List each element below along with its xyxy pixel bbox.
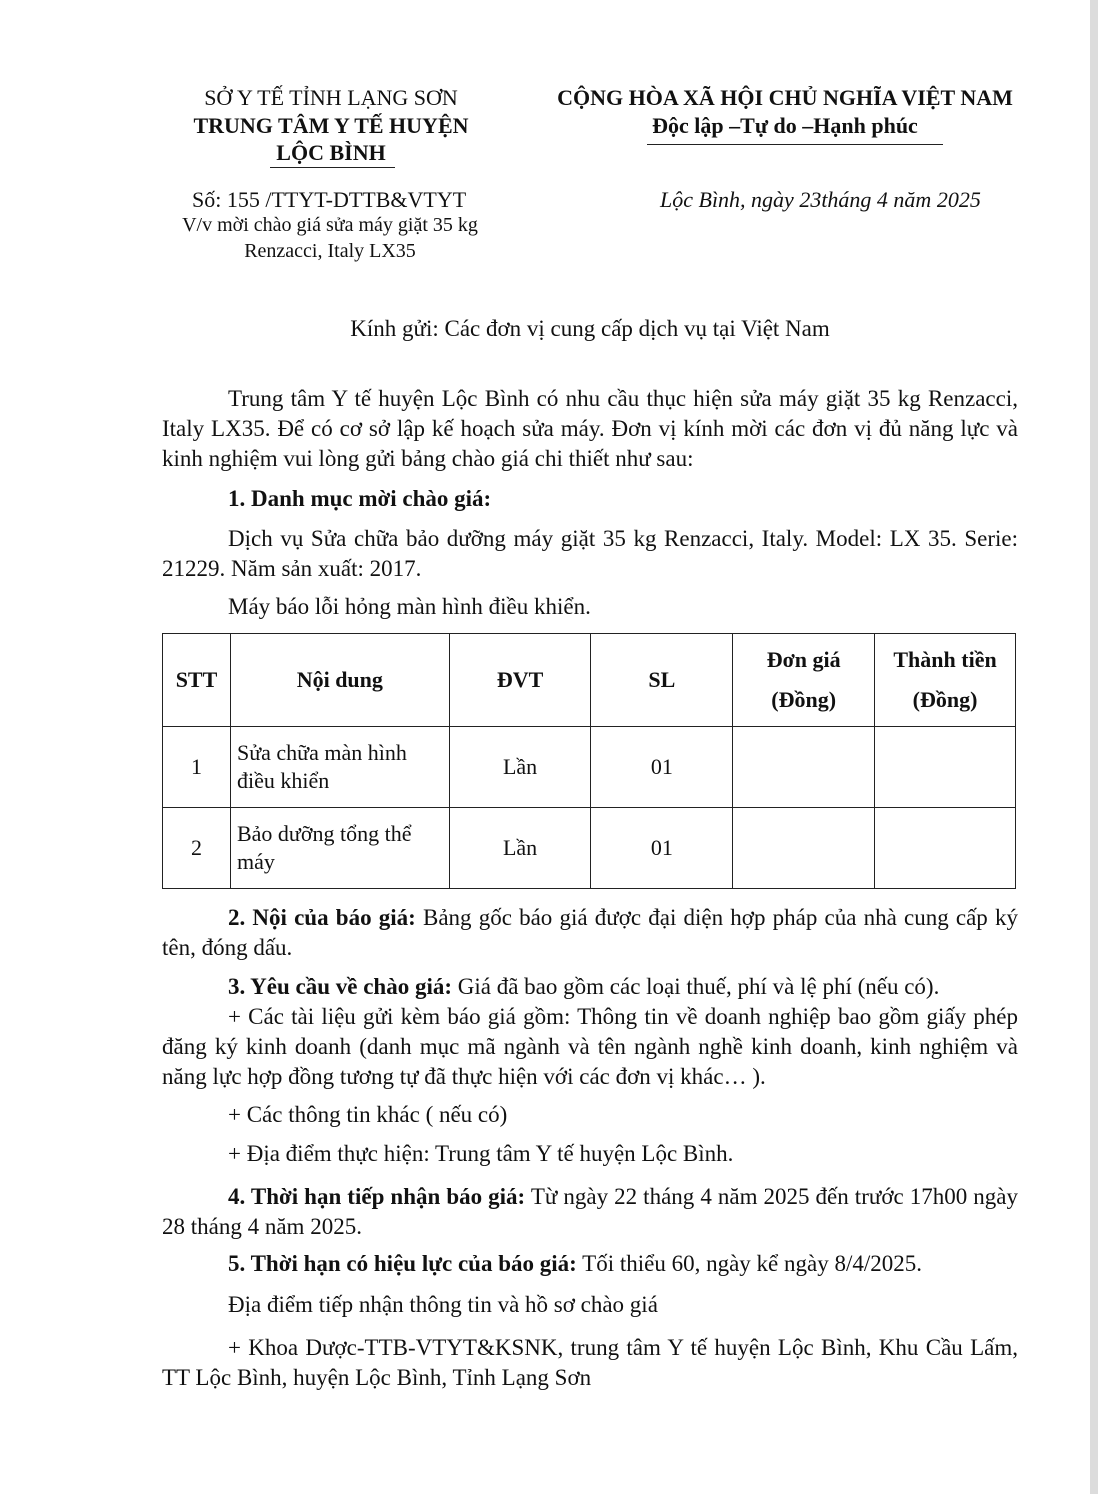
section2 [162,903,1018,963]
place-date: Lộc Bình, ngày 23tháng 4 năm 2025 [660,187,981,212]
section5-heading: 5. Thời hạn có hiệu lực của báo giá: [228,1251,577,1276]
row-content-line2: điều khiển [236,768,330,793]
row-qty: 01 [591,808,733,889]
section2-heading: 2. Nội của báo giá: [228,905,416,930]
org-parent: SỞ Y TẾ TỈNH LẠNG SƠN [204,85,458,110]
row-content [230,808,449,889]
org-name-line2: LỘC BÌNH [276,140,386,165]
row-stt: 1 [163,727,231,808]
doc-subject-line1: V/v mời chào giá sửa máy giặt 35 kg [182,214,478,236]
section3-bullet2: + Các thông tin khác ( nếu có) [228,1102,508,1127]
receipt-address: + Khoa Dược-TTB-VTYT&KSNK, trung tâm Y tế huyện Lộc Bình, Khu Cầu Lấm, TT Lộc Bình, huyện Lộc Bình, Tỉnh Lạng Sơn [162,1335,1018,1390]
header-price-line2: (Đồng) [771,687,837,712]
header-qty: SL [591,634,733,727]
header-total [875,634,1016,727]
intro-paragraph: Trung tâm Y tế huyện Lộc Bình có nhu cầu thục hiện sửa máy giặt 35 kg Renzacci, Italy LX35. Để có cơ sở lập kế hoạch sửa máy. Đơn vị kính mời các đơn vị đủ năng lực và kinh nghiệm vui lòng gửi bảng chào giá chi thiết như sau: [162,386,1018,471]
org-name-line1: TRUNG TÂM Y TẾ HUYỆN [193,113,469,138]
nation-title: CỘNG HÒA XÃ HỘI CHỦ NGHĨA VIỆT NAM [557,85,1013,110]
row-price [733,808,875,889]
header-total-line2: (Đồng) [912,687,978,712]
header-price [733,634,875,727]
section3-heading: 3. Yêu cầu về chào giá: [228,974,453,999]
row-stt: 2 [163,808,231,889]
row-content-line2: máy [236,849,275,874]
doc-number: Số: 155 /TTYT-DTTB&VTYT [192,187,467,212]
section3-text: Giá đã bao gồm các loại thuế, phí và lệ phí (nếu có). [452,974,940,999]
section3-bullet1: + Các tài liệu gửi kèm báo giá gồm: Thông tin về doanh nghiệp bao gồm giấy phép đăng ký kinh doanh (danh mục mã ngành và tên ngành nghề kinh doanh, kinh nghiệm và năng lực hợp đồng tương tự đã thực hiện với các đơn vị khác… ). [162,1004,1018,1089]
table-row [163,808,1016,889]
section1-fault: Máy báo lỗi hỏng màn hình điều khiển. [228,594,591,619]
section4 [162,1182,1018,1242]
section4-heading: 4. Thời hạn tiếp nhận báo giá: [228,1184,526,1209]
row-qty: 01 [591,727,733,808]
row-price [733,727,875,808]
section1-service: Dịch vụ Sửa chữa bảo dưỡng máy giặt 35 kg Renzacci, Italy. Model: LX 35. Serie: 21229. Năm sản xuất: 2017. [162,526,1018,581]
row-total [875,727,1016,808]
row-unit: Lần [449,808,591,889]
section4-text: Từ ngày 22 tháng 4 năm 2025 đến trước 17h00 ngày 28 tháng 4 năm 2025. [162,1184,1018,1239]
section5 [228,1251,922,1277]
row-total [875,808,1016,889]
header-unit: ĐVT [449,634,591,727]
receipt-title: Địa điểm tiếp nhận thông tin và hồ sơ chào giá [228,1292,658,1317]
header-stt: STT [163,634,231,727]
row-content-line1: Sửa chữa màn hình [236,740,407,765]
quote-table [162,633,1016,889]
table-header-row [163,634,1016,727]
section3-bullet3: + Địa điểm thực hiện: Trung tâm Y tế huyện Lộc Bình. [228,1141,734,1166]
section2-text: Bảng gốc báo giá được đại diện hợp pháp của nhà cung cấp ký tên, đóng dấu. [162,905,1018,960]
row-unit: Lần [449,727,591,808]
recipient: Kính gửi: Các đơn vị cung cấp dịch vụ tại Việt Nam [350,316,830,341]
row-content [230,727,449,808]
page-edge [1090,0,1098,1494]
doc-subject-line2: Renzacci, Italy LX35 [244,240,416,262]
org-underline [270,167,395,168]
motto-underline [647,144,943,145]
table-row [163,727,1016,808]
motto: Độc lập –Tự do –Hạnh phúc [652,113,918,138]
section1-heading: 1. Danh mục mời chào giá: [228,486,492,511]
section3 [162,972,1018,1002]
header-total-line1: Thành tiền [893,647,997,672]
row-content-line1: Bảo dưỡng tổng thể [236,821,412,846]
header-price-line1: Đơn giá [766,647,841,672]
header-content: Nội dung [230,634,449,727]
section5-text: Tối thiểu 60, ngày kể ngày 8/4/2025. [576,1251,922,1276]
